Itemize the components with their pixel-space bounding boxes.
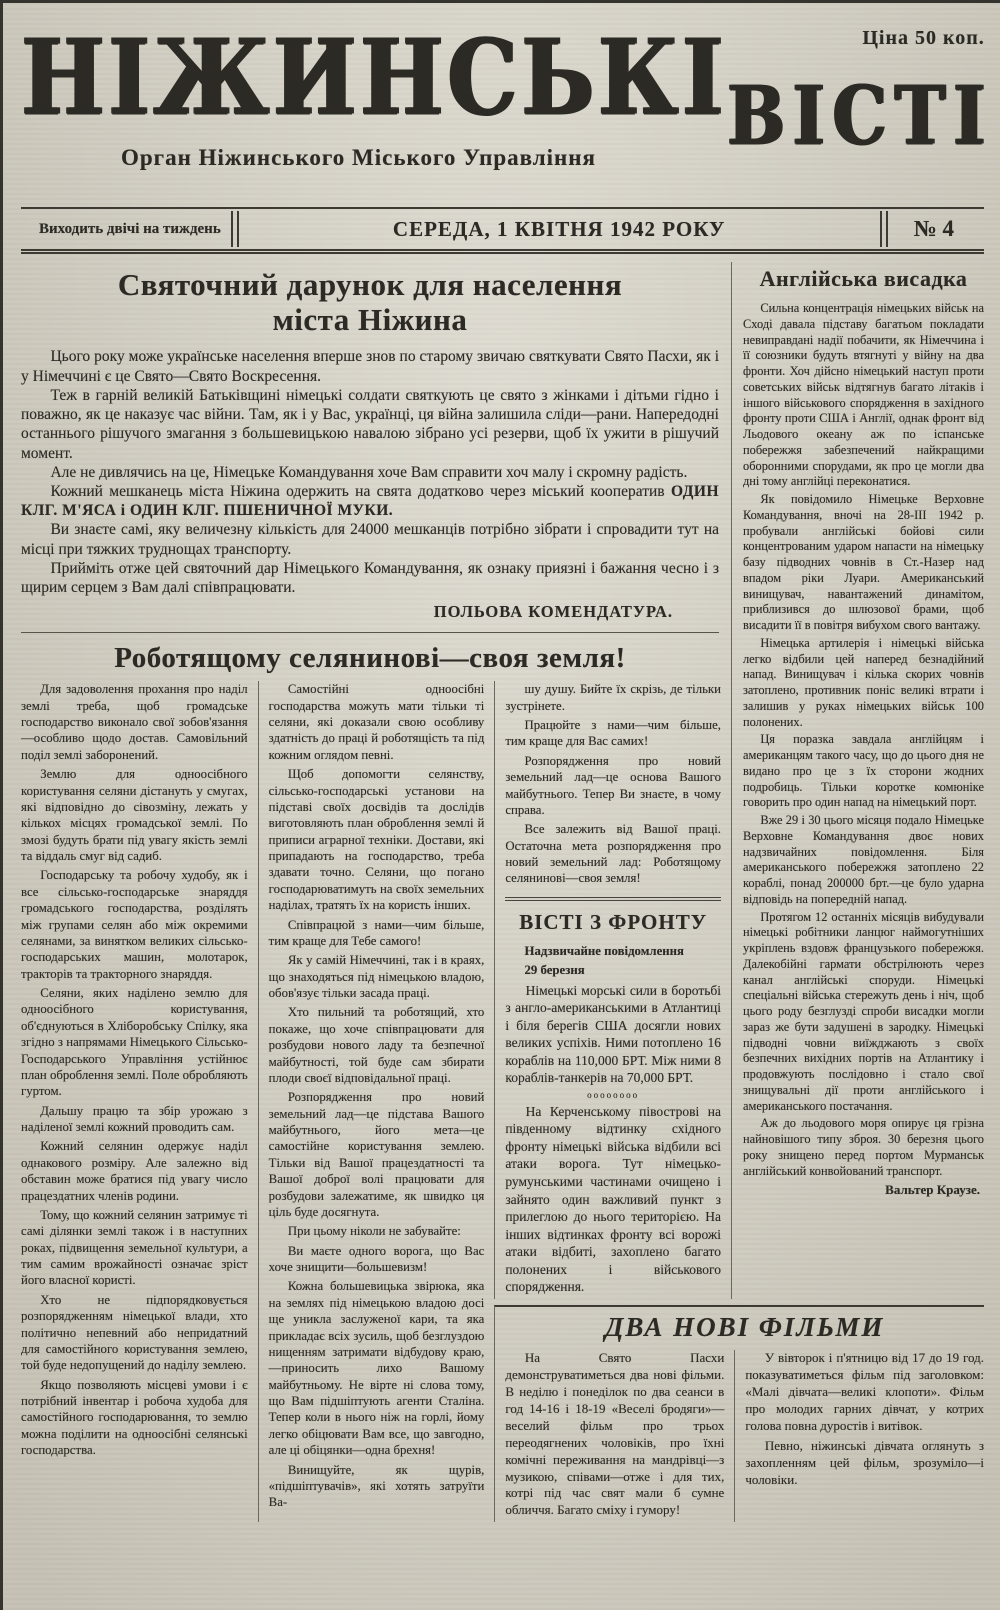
paragraph: шу душу. Бийте їх скрізь, де тільки зустрінете.	[505, 682, 721, 713]
paragraph: Хто пильний та роботящий, хто покаже, що хоче співпрацювати для розбудови нового ладу та безпечної майбутності, той буде сам збирати плоди своєї відповідальної праці.	[268, 1005, 485, 1085]
ornament-separator: оооооооо	[587, 1089, 640, 1100]
page-content	[21, 262, 984, 1522]
land-article-column-3	[494, 681, 731, 1299]
newspaper-subtitle: Орган Ніжинського Міського Управління	[121, 144, 596, 170]
paragraph: Як у самій Німеччині, так і в краях, що знаходяться під німецькою владою, обов'язує тільки засада праці.	[268, 953, 485, 1001]
paragraph: Розпорядження про новий земельний лад—це основа Вашого майбутнього. Тепер Ви знаєте, в чому справа.	[505, 753, 721, 817]
paragraph: Якщо позволяють місцеві умови і є потрібний інвентар і робоча худоба для самостійного господарювання, то землю можна поділити на одноосібні селянські господарства.	[21, 1377, 248, 1458]
issue-date: СЕРЕДА, 1 КВІТНЯ 1942 РОКУ	[392, 216, 726, 241]
paragraph: Сильна концентрація німецьких військ на Сході давала підставу багатьом покладати невиправдані надії побачити, як Німеччина і її союзники будуть втягнуті у війну на два фронти. Хоч дійсно німецький наступ проти советських військ відтягнув багато літаків і іншого військового спорядження в західного фронту проти США і Англії, однак фронт від Льодового океану аж по іспанське побережжя забезпечений найкращими оборонними спорудами, як про це могли два дні тому англійці переконатися.	[743, 301, 984, 489]
masthead	[21, 13, 993, 195]
paragraph: Протягом 12 останніх місяців вибудували німецькі робітники ланцюг наймогутніших укріплень вздовж французького побережжя. Далекобійні гармати обстрілюють через канал англійські споруди. Німецькі спеціальні війська стережуть день і ніч, щоб цього роду безглузді спроби висадки могли зараз же бути задушені в зародку. Німецькі підводні човни виїжджають з своїх безпечних вихідних портів на Атлантику і продовжують послідовно і стало свої знищувальні дії проти англійського і американського постачання.	[743, 909, 984, 1113]
lead-article-signature: ПОЛЬОВА КОМЕНДАТУРА.	[433, 602, 673, 622]
front-news-paragraphs-1	[505, 982, 721, 1087]
english-landing-article	[731, 262, 984, 1299]
masthead-left	[21, 13, 727, 171]
paragraph: Теж в гарній великій Батьківщині німецькі солдати святкують це свято з жінками і дітьми гідно і поважно, як це наказує час війни. Там, як і у Вас, українці, ця війна залишила сліди—рани. Напередодні останнього рішучого змагання з большевицькою навалою зібрано усі резерви, щоб їх ужити в рішучий момент.	[21, 386, 719, 462]
lead-article	[21, 262, 731, 681]
paragraph: Селяни, яких наділено землю для одноосібного користування, об'єднуються в Хліборобську Спілку, яка згідно з напрямами Німецького Сільсько-Господарського Управління устійнює план оброблення землі. Поле обробляють гуртом.	[21, 986, 248, 1099]
paragraph: Але не дивлячись на це, Німецьке Командування хоче Вам справити хоч малу і скромну радість.	[50, 463, 688, 481]
dateline-bar	[21, 207, 984, 254]
paragraph: Ви знаєте самі, яку величезну кількість для 24000 мешканців потрібно зібрати і спровадити тут на місці при тяжких труднощах транспорту.	[21, 521, 719, 558]
front-news-date: 29 березня	[524, 963, 585, 978]
paragraph: Тому, що кожний селянин затримує ті самі ділянки землі також і в наступних роках, підвищення земельної культури, а тим самим врожайності означає зріст його власної користі.	[21, 1207, 248, 1288]
paragraph: Вже 29 і 30 цього місяця подало Німецьке Верховне Командування двоє нових надзвичайних повідомлення. Біля американського побережжя затоплено 22 кораблі, понад 200000 брт.—це було ударна відповідь на попередній напад.	[743, 813, 984, 906]
paragraph: Як повідомило Німецьке Верховне Командування, вночі на 28-III 1942 р. пробували англійські бойові сили концентрованим ударом напасти на німецьку базу підводних човнів в Ст.-Назер над впадом ріки Луари. Американський винищувач, навантажений динамітом, приблизився до шлюзової брами, щоб висадити її в повітря вибухом свого вантажу.	[743, 492, 984, 632]
newspaper-title-main: НІЖИНСЬКІ	[21, 15, 727, 139]
paragraph: Цього року може українське населення вперше знов по старому звичаю святкувати Свято Пасхи, як і у Німеччині є це Свято—Свято Воскресення.	[21, 348, 719, 385]
lead-article-title: Святочний дарунок для населення міста Ніжина	[117, 267, 623, 337]
paragraph: Щоб допомогти селянству, сільсько-господарські установи на підставі своїх досвідів та дослідів виготовляють план оброблення землі й приписи аграрної техніки. Достави, які припадають на господарство, треба здавати точно. Селяни, що погано господарюватимуть на своїх земельних наділах, тратять їх на користь інших.	[268, 767, 485, 913]
dateline-divider	[880, 211, 888, 247]
english-landing-title: Англійська висадка	[759, 266, 968, 291]
paragraph: Співпрацюй з нами—чим більше, тим краще для Тебе самого!	[268, 917, 485, 948]
gift-paragraph: Кожний мешканець міста Ніжина одержить на свята додатково через міський кооператив ОДИН КЛГ. М'ЯСА і ОДИН КЛГ. ПШЕНИЧНОЇ МУКИ.	[21, 482, 719, 520]
price-label: Ціна 50 коп.	[862, 27, 985, 49]
paragraph: Кожна большевицька звірюка, яка на землях під німецькою владою досі ще уникла заслуженої кари, та яка прикладає всіх зусиль, щоб безглуздою нищенням затримати відбудову краю,—приносить лихо Вашому майбутньому. Не вірте ні слова тому, що Вам підшіптують агенти Сталіна. Тепер коли в нього ніж на горлі, йому легко обіцювати Вам все, що завгодно, але ці обіцянки—одна брехня!	[268, 1279, 485, 1458]
land-article-column-1	[21, 681, 258, 1522]
paragraph: Хто не підпорядковується розпорядженням німецької влади, хто політично непевний або непридатний для самостійного користування землею, той буде недопущений до наділу землею.	[21, 1292, 248, 1373]
front-news-section	[505, 897, 721, 1296]
paragraph: Ця поразка завдала англійцям і американцям такого часу, що до цього дня не видано про це з їх сторони жодних подробиць. Тільки коротке комюніке говорить про один напад на німецький порт.	[743, 732, 984, 810]
lead-article-body	[21, 347, 719, 597]
paragraph: Працюйте з нами—чим більше, тим краще для Вас самих!	[505, 718, 721, 749]
paragraph: Аж до льодового моря опирує ця грізна найновішого типу зброя. 30 березня цього року знищено перед портом Мурманськ англійський конвойований транспорт.	[743, 1116, 984, 1178]
paragraph: Німецька артилерія і німецькі війська легко відбили цей наперед безнадійний напад. Винищувач і кілька скорих човнів затоплено, противник поніс великі втрати і залишив у руках німецьких військ 100 полонених.	[743, 635, 984, 729]
paragraph: Певно, ніжинські дівчата оглянуть з захопленням цей фільм, зрозуміло—і чоловіки.	[745, 1437, 984, 1487]
films-column-right	[734, 1350, 984, 1522]
films-section-title: ДВА НОВІ ФІЛЬМИ	[604, 1312, 885, 1343]
paragraph: Дальшу працю та збір урожаю з наділеної землі кожний проводить сам.	[21, 1103, 248, 1135]
land-article-column-2	[258, 681, 495, 1522]
land-article-column-3-text	[505, 681, 721, 887]
front-news-subtitle: Надзвичайне повідомлення	[524, 943, 684, 958]
paragraph: Землю для одноосібного користування селяни дістануть у смугах, які відповідно до сівозміну, лежать у кількох місцях громадської землі. По змозі будуть брати під увагу якість землі та віддаль смуг від садиб.	[21, 767, 248, 864]
films-columns	[505, 1350, 984, 1522]
issue-number: № 4	[913, 216, 954, 241]
paragraph: На Свято Пасхи демонструватиметься два нові фільми. В неділю і понеділок по два сеанси в год 14-16 і 18-19 «Веселі бродяги»—веселий фільм про трьох переодягнених чоловіків, про їхні комічні переживання на мандрівці—з музикою, співами—отже і для тих, котрі під час свят мали б сумне обличчя. Багато сміху і гумору!	[505, 1350, 725, 1518]
films-section	[494, 1305, 984, 1522]
paragraph: Ви маєте одного ворога, що Вас хоче знищити—большевизм!	[268, 1243, 485, 1275]
films-column-left	[505, 1350, 734, 1522]
paragraph: Розпорядження про новий земельний лад—це підстава Вашого майбутнього, його мета—це самостійне користування землею. Тільки від Вашої працездатності та Вашої доброї волі працювати для розбудови залежатиме, як швидко ця ціль буде досягнута.	[268, 1090, 485, 1219]
land-article-headline: Роботящому селянинові—своя земля!	[21, 632, 719, 681]
paragraph: При цьому ніколи не забувайте:	[287, 1224, 461, 1239]
paragraph: У вівторок і п'ятницю від 17 до 19 год. показуватиметься фільм під заголовком: «Малі дівчата—великі клопоти». Фільм про молодих гарних дівчат, у котрих голова повна дуростів і витівок.	[745, 1350, 984, 1433]
paragraph: Німецькі морські сили в боротьбі з англо-американськими в Атлантиці і біля берегів США досягли нових великих успіхів. Ними потоплено 16 кораблів на 110,000 БРТ. Між ними 8 кораблів-танкерів на 70,000 БРТ.	[505, 982, 721, 1086]
paragraph: Кожний селянин одержує наділ однакового розміру. Але залежно від обставин може братися під увагу число працездатних членів родини.	[21, 1139, 248, 1203]
paragraph: Винищуйте, як щурів, «підшіптувачів», які хотять затруїти Ва-	[268, 1462, 485, 1510]
lead-paragraphs-after	[21, 520, 719, 597]
paragraph: Господарську та робочу худобу, як і все сільсько-господарське знаряддя громадського господарства, розділять між групами селян або між окремими селянами, за винятком великих сільсько-господарських машин, молотарок, тракторів та тракторного знаряддя.	[21, 868, 248, 981]
front-news-paragraphs-2	[505, 1103, 721, 1296]
masthead-right	[726, 13, 993, 164]
dateline-divider	[231, 211, 239, 247]
paragraph: Самостійні одноосібні господарства можуть мати тільки ті селяни, які доказали свою особливу здатність до праці й роботящість та під кожним оглядом певні.	[268, 682, 485, 762]
paragraph: На Керченському півострові на південному відтинку східного фронту німецькі війська відбили всі атаки ворога. Тут німецько-румунськими частинами очищено і зайнято один важливий пункт з прилеглою до нього територією. На інших відтинках фронту всі ворожі атаки відбиті, захоплено багато полонених і військового спорядження.	[505, 1103, 721, 1295]
paragraph: Для задоволення прохання про наділ землі треба, щоб громадське господарство виконало свої зобов'язання—особливо щодо достав. Самовільний поділ землі заборонений.	[21, 682, 248, 762]
english-landing-signature: Вальтер Краузе.	[885, 1182, 980, 1198]
english-landing-body	[743, 301, 984, 1179]
paragraph: Прийміть отже цей святочний дар Німецького Командування, як ознаку приязні і бажання чесно і з щирим серцем з Вам далі співпрацювати.	[21, 559, 719, 597]
front-news-title: ВІСТІ З ФРОНТУ	[519, 909, 708, 934]
lead-paragraphs-before	[21, 347, 719, 482]
paragraph: Все залежить від Вашої праці. Остаточна мета розпорядження про новий земельний лад: Роботящому селянинові—своя земля!	[505, 822, 721, 886]
newspaper-title-secondary: ВІСТІ	[726, 68, 993, 164]
publication-frequency: Виходить двічі на тиждень	[39, 220, 221, 237]
